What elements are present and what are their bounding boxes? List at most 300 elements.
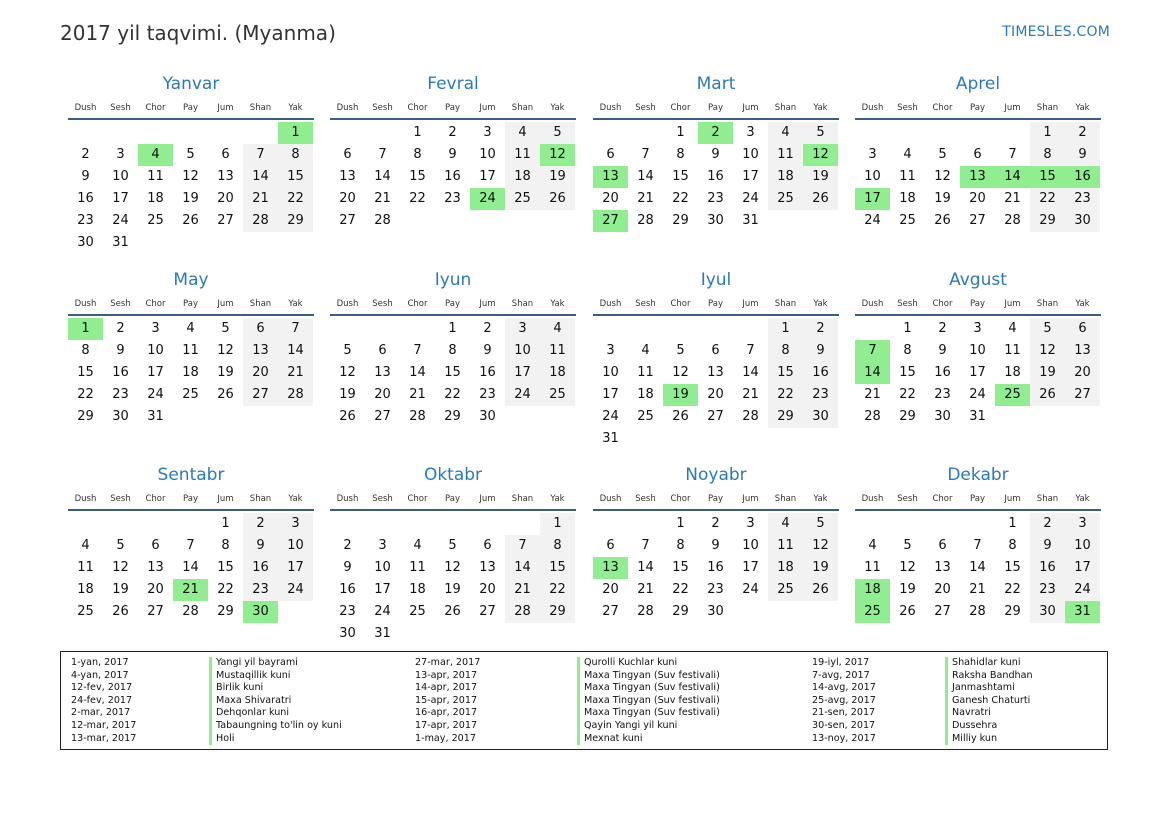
legend-date: 14-apr, 2017 xyxy=(415,682,478,694)
empty-cell xyxy=(593,513,628,535)
legend-date: 21-sen, 2017 xyxy=(812,707,876,719)
week-row xyxy=(855,318,1101,340)
empty-cell xyxy=(628,513,663,535)
day-cell: 19 xyxy=(1030,362,1065,384)
day-cell: 14 xyxy=(637,169,654,184)
day-cell: 29 xyxy=(217,604,234,619)
day-cell: 4 xyxy=(868,538,877,553)
day-cell: 20 xyxy=(374,387,391,402)
day-cell: 6 xyxy=(606,538,615,553)
empty-cell xyxy=(173,232,208,254)
day-cell: 6 xyxy=(221,147,230,162)
day-cell: 4 xyxy=(903,147,912,162)
day-cell: 29 xyxy=(1004,604,1021,619)
day-cell: 2 xyxy=(938,321,947,336)
day-cell: 30 xyxy=(77,235,94,250)
day-cell: 5 xyxy=(116,538,125,553)
empty-cell xyxy=(243,122,278,144)
day-cell: 22 xyxy=(444,387,461,402)
day-cell: 24 xyxy=(112,213,129,228)
day-cell: 4 xyxy=(768,513,803,535)
weekday-label: Shan xyxy=(774,103,797,113)
month-block xyxy=(593,269,839,450)
day-cell: 25 xyxy=(409,604,426,619)
day-cell: 7 xyxy=(641,147,650,162)
day-cell: 2 xyxy=(343,538,352,553)
week-row xyxy=(593,122,839,144)
day-cell: 14 xyxy=(742,365,759,380)
day-cell: 15 xyxy=(899,365,916,380)
weekday-label: Pay xyxy=(183,299,198,309)
week-row xyxy=(330,513,576,535)
day-cell: 4 xyxy=(540,318,575,340)
empty-cell xyxy=(243,406,278,428)
month-name: May xyxy=(173,270,209,290)
day-cell: 18 xyxy=(540,362,575,384)
week-row xyxy=(330,362,576,384)
day-cell: 11 xyxy=(768,144,803,166)
day-cell: 23 xyxy=(803,384,838,406)
day-cell: 14 xyxy=(855,362,890,384)
day-cell: 18 xyxy=(637,387,654,402)
week-row xyxy=(593,535,839,557)
day-cell: 9 xyxy=(711,538,720,553)
empty-cell xyxy=(435,210,470,232)
day-cell: 16 xyxy=(803,362,838,384)
day-cell: 20 xyxy=(147,582,164,597)
legend-date: 1-may, 2017 xyxy=(415,732,476,744)
empty-cell xyxy=(768,601,803,623)
weekday-label: Pay xyxy=(970,103,985,113)
legend-date: 13-noy, 2017 xyxy=(812,732,876,744)
week-row xyxy=(68,362,314,384)
weekday-label: Sesh xyxy=(372,299,393,309)
day-cell: 4 xyxy=(768,122,803,144)
day-cell: 23 xyxy=(707,582,724,597)
legend-name-column xyxy=(577,657,720,745)
weekday-label: Dush xyxy=(599,494,622,504)
legend-date: 30-sen, 2017 xyxy=(812,719,876,731)
weekday-label: Chor xyxy=(145,299,166,309)
day-cell: 2 xyxy=(81,147,90,162)
weekday-header xyxy=(855,492,1101,511)
weekday-label: Jum xyxy=(217,299,234,309)
legend-holiday-name: Maxa Tingyan (Suv festivali) xyxy=(577,682,720,695)
day-cell: 11 xyxy=(77,560,94,575)
week-row xyxy=(68,535,314,557)
month-block xyxy=(68,464,314,623)
day-cell: 10 xyxy=(742,538,759,553)
weekday-header xyxy=(855,101,1101,120)
day-cell: 31 xyxy=(374,626,391,641)
day-cell: 17 xyxy=(1065,557,1100,579)
day-cell: 22 xyxy=(278,188,313,210)
month-block xyxy=(68,269,314,428)
day-cell: 15 xyxy=(278,166,313,188)
weekday-label: Sesh xyxy=(635,103,656,113)
day-cell: 12 xyxy=(217,343,234,358)
day-cell: 26 xyxy=(803,579,838,601)
weekday-label: Chor xyxy=(932,103,953,113)
day-cell: 11 xyxy=(864,560,881,575)
empty-cell xyxy=(1030,406,1065,428)
day-cell: 26 xyxy=(899,604,916,619)
weekday-header xyxy=(593,101,839,120)
day-cell: 23 xyxy=(707,191,724,206)
month-block xyxy=(593,464,839,623)
legend-holiday-name: Dehqonlar kuni xyxy=(209,707,342,720)
legend-holiday-name: Navratri xyxy=(945,707,1033,720)
day-cell: 17 xyxy=(147,365,164,380)
day-cell: 28 xyxy=(637,604,654,619)
week-row xyxy=(68,210,314,232)
day-cell: 22 xyxy=(77,387,94,402)
day-cell: 13 xyxy=(934,560,951,575)
weekday-label: Shan xyxy=(1036,299,1059,309)
day-cell: 22 xyxy=(1004,582,1021,597)
day-cell: 10 xyxy=(742,147,759,162)
day-cell: 1 xyxy=(221,516,230,531)
day-cell: 20 xyxy=(217,191,234,206)
week-row xyxy=(68,188,314,210)
day-cell: 8 xyxy=(903,343,912,358)
legend-date: 13-apr, 2017 xyxy=(415,669,478,681)
day-cell: 11 xyxy=(637,365,654,380)
week-row xyxy=(68,601,314,623)
weekday-label: Sesh xyxy=(372,103,393,113)
day-cell: 3 xyxy=(746,516,755,531)
day-cell: 12 xyxy=(182,169,199,184)
day-cell: 12 xyxy=(112,560,129,575)
day-cell: 10 xyxy=(969,343,986,358)
holiday-legend xyxy=(60,651,1108,750)
weekday-label: Chor xyxy=(407,103,428,113)
empty-cell xyxy=(330,122,365,144)
day-cell: 31 xyxy=(147,409,164,424)
day-cell: 23 xyxy=(339,604,356,619)
empty-cell xyxy=(505,513,540,535)
weekday-label: Sesh xyxy=(110,103,131,113)
legend-date: 24-fev, 2017 xyxy=(71,694,133,706)
week-row xyxy=(855,406,1101,428)
empty-cell xyxy=(208,232,243,254)
week-row xyxy=(68,406,314,428)
weekday-label: Sesh xyxy=(635,494,656,504)
day-cell: 31 xyxy=(602,431,619,446)
weekday-label: Jum xyxy=(217,494,234,504)
day-cell: 13 xyxy=(374,365,391,380)
site-logo-link[interactable]: TIMESLES.COM xyxy=(1002,24,1110,40)
day-cell: 1 xyxy=(903,321,912,336)
week-row xyxy=(330,166,576,188)
month-name: Avgust xyxy=(949,270,1007,290)
day-cell: 17 xyxy=(278,557,313,579)
weekday-label: Pay xyxy=(970,299,985,309)
day-cell: 9 xyxy=(483,343,492,358)
week-row xyxy=(593,428,839,450)
day-cell: 6 xyxy=(606,147,615,162)
day-cell: 1 xyxy=(676,125,685,140)
day-cell: 30 xyxy=(934,409,951,424)
day-cell: 4 xyxy=(138,144,173,166)
day-cell: 19 xyxy=(663,384,698,406)
day-cell: 7 xyxy=(413,343,422,358)
day-cell: 24 xyxy=(1065,579,1100,601)
weekday-header xyxy=(855,297,1101,316)
day-cell: 25 xyxy=(77,604,94,619)
day-cell: 27 xyxy=(969,213,986,228)
day-cell: 7 xyxy=(505,535,540,557)
week-row xyxy=(68,232,314,254)
empty-cell xyxy=(593,122,628,144)
week-row xyxy=(330,210,576,232)
day-cell: 19 xyxy=(540,166,575,188)
day-cell: 30 xyxy=(112,409,129,424)
month-name: Iyun xyxy=(434,270,472,290)
empty-cell xyxy=(173,406,208,428)
day-cell: 6 xyxy=(151,538,160,553)
legend-name-column xyxy=(209,657,342,745)
day-cell: 8 xyxy=(413,147,422,162)
day-cell: 26 xyxy=(112,604,129,619)
day-cell: 27 xyxy=(1065,384,1100,406)
legend-date: 14-avg, 2017 xyxy=(812,682,876,694)
weekday-label: Jum xyxy=(479,299,496,309)
weekday-label: Jum xyxy=(217,103,234,113)
weekday-label: Jum xyxy=(742,494,759,504)
week-row xyxy=(593,210,839,232)
week-row xyxy=(855,557,1101,579)
day-cell: 10 xyxy=(505,340,540,362)
week-row xyxy=(330,144,576,166)
week-row xyxy=(68,384,314,406)
empty-cell xyxy=(890,513,925,535)
week-row xyxy=(593,340,839,362)
day-cell: 14 xyxy=(409,365,426,380)
day-cell: 18 xyxy=(768,557,803,579)
day-cell: 18 xyxy=(505,166,540,188)
day-cell: 22 xyxy=(672,191,689,206)
week-row xyxy=(855,513,1101,535)
day-cell: 17 xyxy=(742,169,759,184)
legend-holiday-name: Maxa Tingyan (Suv festivali) xyxy=(577,695,720,708)
day-cell: 26 xyxy=(182,213,199,228)
day-cell: 1 xyxy=(448,321,457,336)
empty-cell xyxy=(855,122,890,144)
empty-cell xyxy=(365,122,400,144)
day-cell: 14 xyxy=(278,340,313,362)
weekday-label: Yak xyxy=(288,103,303,113)
day-cell: 3 xyxy=(505,318,540,340)
empty-cell xyxy=(995,406,1030,428)
day-cell: 27 xyxy=(707,409,724,424)
empty-cell xyxy=(68,122,103,144)
week-row xyxy=(855,122,1101,144)
day-cell: 29 xyxy=(77,409,94,424)
legend-holiday-name: Maxa Tingyan (Suv festivali) xyxy=(577,707,720,720)
week-row xyxy=(855,144,1101,166)
weekday-label: Dush xyxy=(74,299,97,309)
day-cell: 9 xyxy=(1030,535,1065,557)
month-name: Sentabr xyxy=(157,465,225,485)
weekday-label: Chor xyxy=(407,299,428,309)
day-cell: 31 xyxy=(969,409,986,424)
empty-cell xyxy=(593,318,628,340)
empty-cell xyxy=(698,428,733,450)
weekday-label: Chor xyxy=(670,103,691,113)
empty-cell xyxy=(278,601,313,623)
empty-cell xyxy=(365,513,400,535)
legend-holiday-name: Qurolli Kuchlar kuni xyxy=(577,657,720,670)
day-cell: 25 xyxy=(855,601,890,623)
day-cell: 16 xyxy=(1065,166,1100,188)
day-cell: 12 xyxy=(540,144,575,166)
day-cell: 26 xyxy=(672,409,689,424)
day-cell: 16 xyxy=(243,557,278,579)
day-cell: 17 xyxy=(479,169,496,184)
day-cell: 13 xyxy=(243,340,278,362)
week-row xyxy=(593,362,839,384)
day-cell: 14 xyxy=(505,557,540,579)
empty-cell xyxy=(663,318,698,340)
month-block xyxy=(330,73,576,232)
day-cell: 9 xyxy=(711,147,720,162)
empty-cell xyxy=(803,428,838,450)
legend-holiday-name: Maxa Shivaratri xyxy=(209,695,342,708)
weekday-label: Shan xyxy=(249,103,272,113)
day-cell: 14 xyxy=(969,560,986,575)
day-cell: 5 xyxy=(938,147,947,162)
day-cell: 23 xyxy=(444,191,461,206)
weekday-label: Dush xyxy=(74,103,97,113)
day-cell: 15 xyxy=(77,365,94,380)
day-cell: 27 xyxy=(593,210,628,232)
day-cell: 28 xyxy=(742,409,759,424)
day-cell: 14 xyxy=(995,166,1030,188)
week-row xyxy=(855,362,1101,384)
day-cell: 9 xyxy=(81,169,90,184)
day-cell: 24 xyxy=(147,387,164,402)
weekday-header xyxy=(68,492,314,511)
empty-cell xyxy=(733,428,768,450)
day-cell: 29 xyxy=(672,213,689,228)
empty-cell xyxy=(628,428,663,450)
day-cell: 11 xyxy=(147,169,164,184)
legend-date: 16-apr, 2017 xyxy=(415,707,478,719)
day-cell: 16 xyxy=(339,582,356,597)
legend-name-column xyxy=(945,657,1033,745)
day-cell: 18 xyxy=(855,579,890,601)
day-cell: 8 xyxy=(1030,144,1065,166)
day-cell: 19 xyxy=(899,582,916,597)
empty-cell xyxy=(470,210,505,232)
day-cell: 28 xyxy=(182,604,199,619)
week-row xyxy=(593,144,839,166)
day-cell: 17 xyxy=(742,560,759,575)
day-cell: 8 xyxy=(448,343,457,358)
day-cell: 1 xyxy=(768,318,803,340)
day-cell: 16 xyxy=(112,365,129,380)
empty-cell xyxy=(505,623,540,645)
empty-cell xyxy=(208,122,243,144)
empty-cell xyxy=(330,513,365,535)
weekday-header xyxy=(68,101,314,120)
week-row xyxy=(593,318,839,340)
legend-holiday-name: Qayin Yangi yil kuni xyxy=(577,720,720,733)
empty-cell xyxy=(890,122,925,144)
weekday-header xyxy=(593,297,839,316)
day-cell: 31 xyxy=(742,213,759,228)
day-cell: 19 xyxy=(444,582,461,597)
day-cell: 18 xyxy=(899,191,916,206)
day-cell: 6 xyxy=(243,318,278,340)
week-row xyxy=(593,601,839,623)
legend-date: 15-apr, 2017 xyxy=(415,694,478,706)
week-row xyxy=(68,513,314,535)
weekday-label: Jum xyxy=(742,103,759,113)
day-cell: 10 xyxy=(864,169,881,184)
day-cell: 20 xyxy=(934,582,951,597)
week-row xyxy=(593,384,839,406)
day-cell: 30 xyxy=(479,409,496,424)
day-cell: 4 xyxy=(413,538,422,553)
day-cell: 7 xyxy=(973,538,982,553)
weekday-label: Chor xyxy=(407,494,428,504)
day-cell: 15 xyxy=(672,560,689,575)
day-cell: 13 xyxy=(593,557,628,579)
weekday-label: Chor xyxy=(670,494,691,504)
day-cell: 5 xyxy=(540,122,575,144)
weekday-label: Shan xyxy=(249,494,272,504)
day-cell: 5 xyxy=(803,122,838,144)
day-cell: 8 xyxy=(81,343,90,358)
weekday-label: Yak xyxy=(1075,494,1090,504)
week-row xyxy=(855,340,1101,362)
month-name: Iyul xyxy=(700,270,732,290)
weekday-label: Dush xyxy=(336,299,359,309)
weekday-label: Yak xyxy=(1075,103,1090,113)
day-cell: 15 xyxy=(672,169,689,184)
empty-cell xyxy=(733,601,768,623)
weekday-header xyxy=(330,492,576,511)
day-cell: 3 xyxy=(868,147,877,162)
day-cell: 21 xyxy=(742,387,759,402)
empty-cell xyxy=(540,623,575,645)
empty-cell xyxy=(243,232,278,254)
empty-cell xyxy=(540,406,575,428)
day-cell: 18 xyxy=(147,191,164,206)
weekday-label: Yak xyxy=(813,103,828,113)
day-cell: 7 xyxy=(746,343,755,358)
day-cell: 2 xyxy=(448,125,457,140)
week-row xyxy=(330,535,576,557)
day-cell: 26 xyxy=(1030,384,1065,406)
day-cell: 23 xyxy=(479,387,496,402)
legend-holiday-name: Mustaqillik kuni xyxy=(209,670,342,683)
day-cell: 19 xyxy=(339,387,356,402)
empty-cell xyxy=(138,122,173,144)
weekday-label: Dush xyxy=(861,299,884,309)
week-row xyxy=(330,384,576,406)
weekday-label: Yak xyxy=(1075,299,1090,309)
week-row xyxy=(68,579,314,601)
month-name: Yanvar xyxy=(162,74,220,94)
month-block xyxy=(855,464,1101,623)
weekday-label: Pay xyxy=(445,494,460,504)
empty-cell xyxy=(733,318,768,340)
day-cell: 25 xyxy=(899,213,916,228)
day-cell: 9 xyxy=(116,343,125,358)
